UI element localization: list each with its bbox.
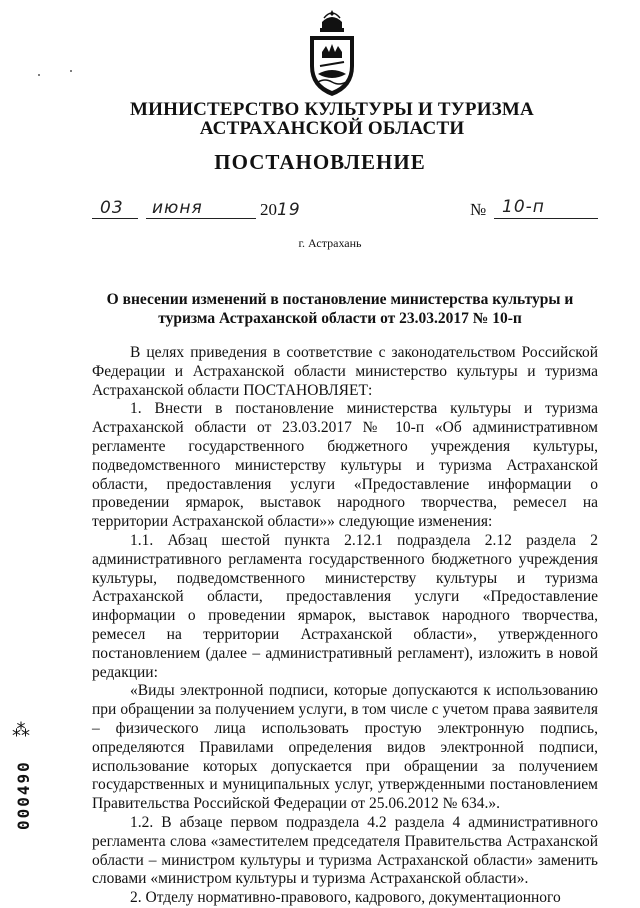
coat-of-arms-icon bbox=[296, 8, 368, 98]
date-year bbox=[260, 200, 301, 220]
document-type: ПОСТАНОВЛЕНИЕ bbox=[214, 150, 426, 174]
paragraph-1-1: 1.1. Абзац шестой пункта 2.12.1 подраздела 2.12 раздела 2 административного регламента государственного бюджетного учреждения культуры, подведомственного министерству культуры и туризма Астраханской области, предоставления услуги «Предоставление информации о проведении ярмарок, выставок народного творчества, ремесел на территории Астраханской области», утвержденного постановлением (далее – административный регламент), изложить в новой редакции: bbox=[92, 531, 598, 681]
city: г. Астрахань bbox=[298, 236, 362, 250]
paragraph-1: 1. Внести в постановление министерства культуры и туризма Астраханской области от 23.03.2017 № 10-п «Об административном регламенте государственного бюджетного учреждения культуры, подведомственного министерству культуры и туризма Астраханской области, предоставления услуги «Предоставление информации о проведении ярмарок, выставок народного творчества, ремесел на территории Астраханской области»» следующие изменения: bbox=[92, 400, 598, 531]
ministry-line-1: МИНИСТЕРСТВО КУЛЬТУРЫ И ТУРИЗМА bbox=[130, 99, 534, 120]
date-month: июня bbox=[152, 198, 203, 218]
paragraph-quote: «Виды электронной подписи, которые допускаются к использованию при обращении за получением услуги, в том числе с учетом права заявителя – физического лица использовать простую электронную подпись, определяются Правилами определения видов электронной подписи, использование которых допускается при обращении за получением государственных и муниципальных услуг, утвержденными постановлением Правительства Российской Федерации от 25.06.2012 № 634.». bbox=[92, 682, 598, 813]
date-year-prefix: 20 bbox=[260, 200, 277, 219]
ministry-name bbox=[0, 100, 640, 138]
date-number-line bbox=[92, 196, 612, 226]
archive-number: 000490 bbox=[14, 760, 33, 830]
margin-mark: ⁂ bbox=[12, 720, 30, 741]
scan-speck bbox=[38, 74, 40, 76]
number-sign: № bbox=[470, 200, 487, 219]
document-subject: О внесении изменений в постановление министерства культуры и туризма Астраханской области от 23.03.2017 № 10-п bbox=[106, 291, 574, 327]
paragraph-1-2: 1.2. В абзаце первом подраздела 4.2 раздела 4 административного регламента слова «заместителем председателя Правительства Астраханской области – министром культуры и туризма Астраханской области» заменить словами «министром культуры и туризма Астраханской области». bbox=[92, 813, 598, 888]
scan-speck bbox=[70, 70, 72, 72]
date-year-suffix: 19 bbox=[277, 200, 301, 220]
date-day: 03 bbox=[100, 198, 124, 218]
ministry-line-2: АСТРАХАНСКОЙ ОБЛАСТИ bbox=[199, 118, 465, 139]
paragraph-preamble: В целях приведения в соответствие с законодательством Российской Федерации и Астраханской области министерство культуры и туризма Астраханской области ПОСТАНОВЛЯЕТ: bbox=[92, 344, 598, 399]
document-body bbox=[92, 344, 598, 908]
paragraph-2: 2. Отделу нормативно-правового, кадрового, документационного bbox=[130, 889, 561, 907]
document-number: 10-п bbox=[502, 197, 545, 217]
